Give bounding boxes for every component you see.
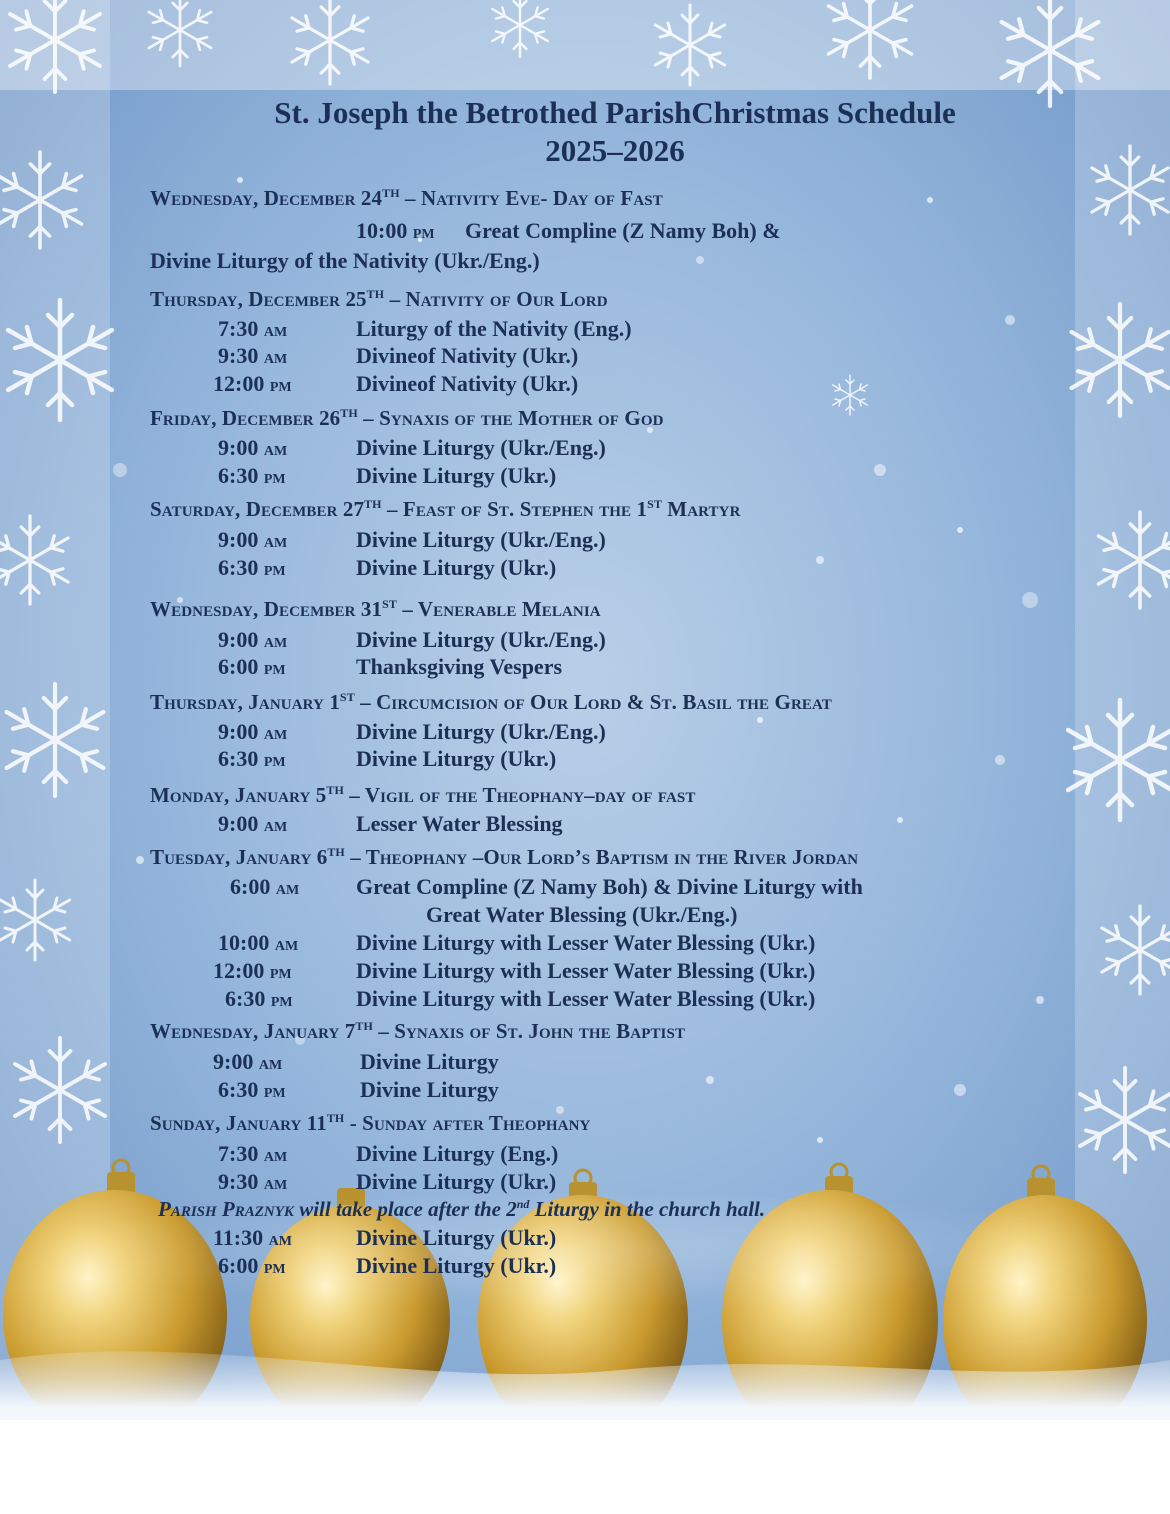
service-time: 9:00 am xyxy=(218,527,288,552)
am-pm-label: am xyxy=(275,877,300,899)
am-pm-label: am xyxy=(263,346,288,368)
am-pm-label: am xyxy=(258,1052,283,1074)
am-pm-label: am xyxy=(263,319,288,341)
section-header: Saturday, December 27TH – Feast of St. Stephen the 1ST Martyr xyxy=(150,497,741,521)
service-name: Divineof Nativity (Ukr.) xyxy=(356,343,579,368)
service-name: Divine Liturgy with Lesser Water Blessing (Ukr.) xyxy=(356,930,816,955)
service-time: 12:00 pm xyxy=(213,958,292,983)
am-pm-label: am xyxy=(263,438,288,460)
am-pm-label: pm xyxy=(263,657,286,679)
ordinal-suffix: TH xyxy=(326,783,344,797)
am-pm-label: pm xyxy=(263,749,286,771)
service-time: 6:30 pm xyxy=(218,746,286,771)
service-name: Liturgy of the Nativity (Eng.) xyxy=(356,316,632,341)
service-name: Great Compline (Z Namy Boh) & xyxy=(465,218,781,243)
service-name: Divine Liturgy (Eng.) xyxy=(356,1141,559,1166)
service-time: 6:30 pm xyxy=(218,1077,286,1102)
service-time: 9:30 am xyxy=(218,1169,288,1194)
am-pm-label: pm xyxy=(263,1080,286,1102)
service-time: 9:00 am xyxy=(218,435,288,460)
service-name: Divine Liturgy (Ukr.) xyxy=(356,746,557,771)
service-time: 6:30 pm xyxy=(218,463,286,488)
ordinal-suffix: ST xyxy=(382,597,397,611)
am-pm-label: am xyxy=(263,722,288,744)
service-time: 9:00 am xyxy=(218,627,288,652)
service-name: Divine Liturgy xyxy=(360,1077,499,1102)
service-name: Divine Liturgy xyxy=(360,1049,499,1074)
section-header: Friday, December 26TH – Synaxis of the Mother of God xyxy=(150,406,664,430)
page-title-years: 2025–2026 xyxy=(545,133,685,168)
service-time: 10:00 am xyxy=(218,930,299,955)
am-pm-label: pm xyxy=(263,1256,286,1278)
service-name: Great Compline (Z Namy Boh) & Divine Liturgy with xyxy=(356,874,863,899)
am-pm-label: pm xyxy=(412,221,435,243)
note-lead: Parish Praznyk xyxy=(158,1197,294,1221)
service-time: 10:00 pm xyxy=(356,218,435,243)
service-name-continued: Divine Liturgy of the Nativity (Ukr./Eng.) xyxy=(150,248,540,273)
service-name: Divine Liturgy (Ukr./Eng.) xyxy=(356,719,606,744)
ordinal-suffix: TH xyxy=(355,1019,373,1033)
service-time: 9:30 am xyxy=(218,343,288,368)
service-time: 6:30 pm xyxy=(225,986,293,1011)
service-name: Divine Liturgy (Ukr.) xyxy=(356,1225,557,1250)
ordinal-suffix: TH xyxy=(326,1111,345,1125)
service-name: Thanksgiving Vespers xyxy=(356,654,563,679)
am-pm-label: am xyxy=(263,530,288,552)
service-time: 6:00 pm xyxy=(218,654,286,679)
ordinal-suffix: TH xyxy=(340,406,358,420)
service-name: Divine Liturgy (Ukr./Eng.) xyxy=(356,435,606,460)
service-name: Divine Liturgy with Lesser Water Blessing (Ukr.) xyxy=(356,986,816,1011)
service-time: 6:00 pm xyxy=(218,1253,286,1278)
section-header: Wednesday, December 24TH – Nativity Eve- Day of Fast xyxy=(150,186,663,210)
ordinal-suffix: nd xyxy=(516,1197,530,1211)
section-header: Wednesday, December 31ST – Venerable Melania xyxy=(150,597,601,621)
service-time: 12:00 pm xyxy=(213,371,292,396)
service-name: Lesser Water Blessing xyxy=(356,811,563,836)
praznyk-note: Parish Praznyk will take place after the 2nd Liturgy in the church hall. xyxy=(158,1197,766,1221)
service-time: 6:30 pm xyxy=(218,555,286,580)
section-header: Monday, January 5TH – Vigil of the Theophany–day of fast xyxy=(150,783,696,807)
section-header: Sunday, January 11TH - Sunday after Theophany xyxy=(150,1111,591,1135)
service-name: Divine Liturgy with Lesser Water Blessing (Ukr.) xyxy=(356,958,816,983)
service-time: 9:00 am xyxy=(218,811,288,836)
service-time: 11:30 am xyxy=(213,1225,292,1250)
service-time: 9:00 am xyxy=(218,719,288,744)
service-name-continued: Great Water Blessing (Ukr./Eng.) xyxy=(426,902,738,927)
ordinal-suffix: ST xyxy=(339,690,355,704)
page-title: St. Joseph the Betrothed ParishChristmas Schedule xyxy=(274,95,956,130)
ordinal-suffix: ST xyxy=(647,497,662,511)
service-time: 7:30 am xyxy=(218,316,288,341)
ordinal-suffix: TH xyxy=(382,186,400,200)
section-header: Thursday, January 1ST – Circumcision of Our Lord & St. Basil the Great xyxy=(150,690,832,714)
service-name: Divine Liturgy (Ukr.) xyxy=(356,555,557,580)
am-pm-label: pm xyxy=(269,961,292,983)
am-pm-label: am xyxy=(274,933,299,955)
am-pm-label: pm xyxy=(270,989,293,1011)
service-name: Divine Liturgy (Ukr.) xyxy=(356,463,557,488)
am-pm-label: am xyxy=(263,814,288,836)
am-pm-label: pm xyxy=(263,466,286,488)
section-header: Tuesday, January 6TH – Theophany –Our Lord’s Baptism in the River Jordan xyxy=(150,845,859,869)
service-name: Divine Liturgy (Ukr./Eng.) xyxy=(356,527,606,552)
ordinal-suffix: TH xyxy=(327,845,345,859)
am-pm-label: am xyxy=(263,1172,288,1194)
am-pm-label: am xyxy=(263,1144,288,1166)
am-pm-label: am xyxy=(268,1228,292,1250)
ordinal-suffix: TH xyxy=(366,287,385,301)
am-pm-label: am xyxy=(263,630,288,652)
service-time: 6:00 am xyxy=(230,874,300,899)
ordinal-suffix: TH xyxy=(364,497,382,511)
service-time: 9:00 am xyxy=(213,1049,283,1074)
service-name: Divine Liturgy (Ukr.) xyxy=(356,1169,557,1194)
service-name: Divine Liturgy (Ukr.) xyxy=(356,1253,557,1278)
am-pm-label: pm xyxy=(269,374,292,396)
section-header: Thursday, December 25TH – Nativity of Our Lord xyxy=(150,287,608,311)
service-name: Divine Liturgy (Ukr./Eng.) xyxy=(356,627,606,652)
am-pm-label: pm xyxy=(263,558,286,580)
service-name: Divineof Nativity (Ukr.) xyxy=(356,371,579,396)
section-header: Wednesday, January 7TH – Synaxis of St. John the Baptist xyxy=(150,1019,686,1043)
service-time: 7:30 am xyxy=(218,1141,288,1166)
